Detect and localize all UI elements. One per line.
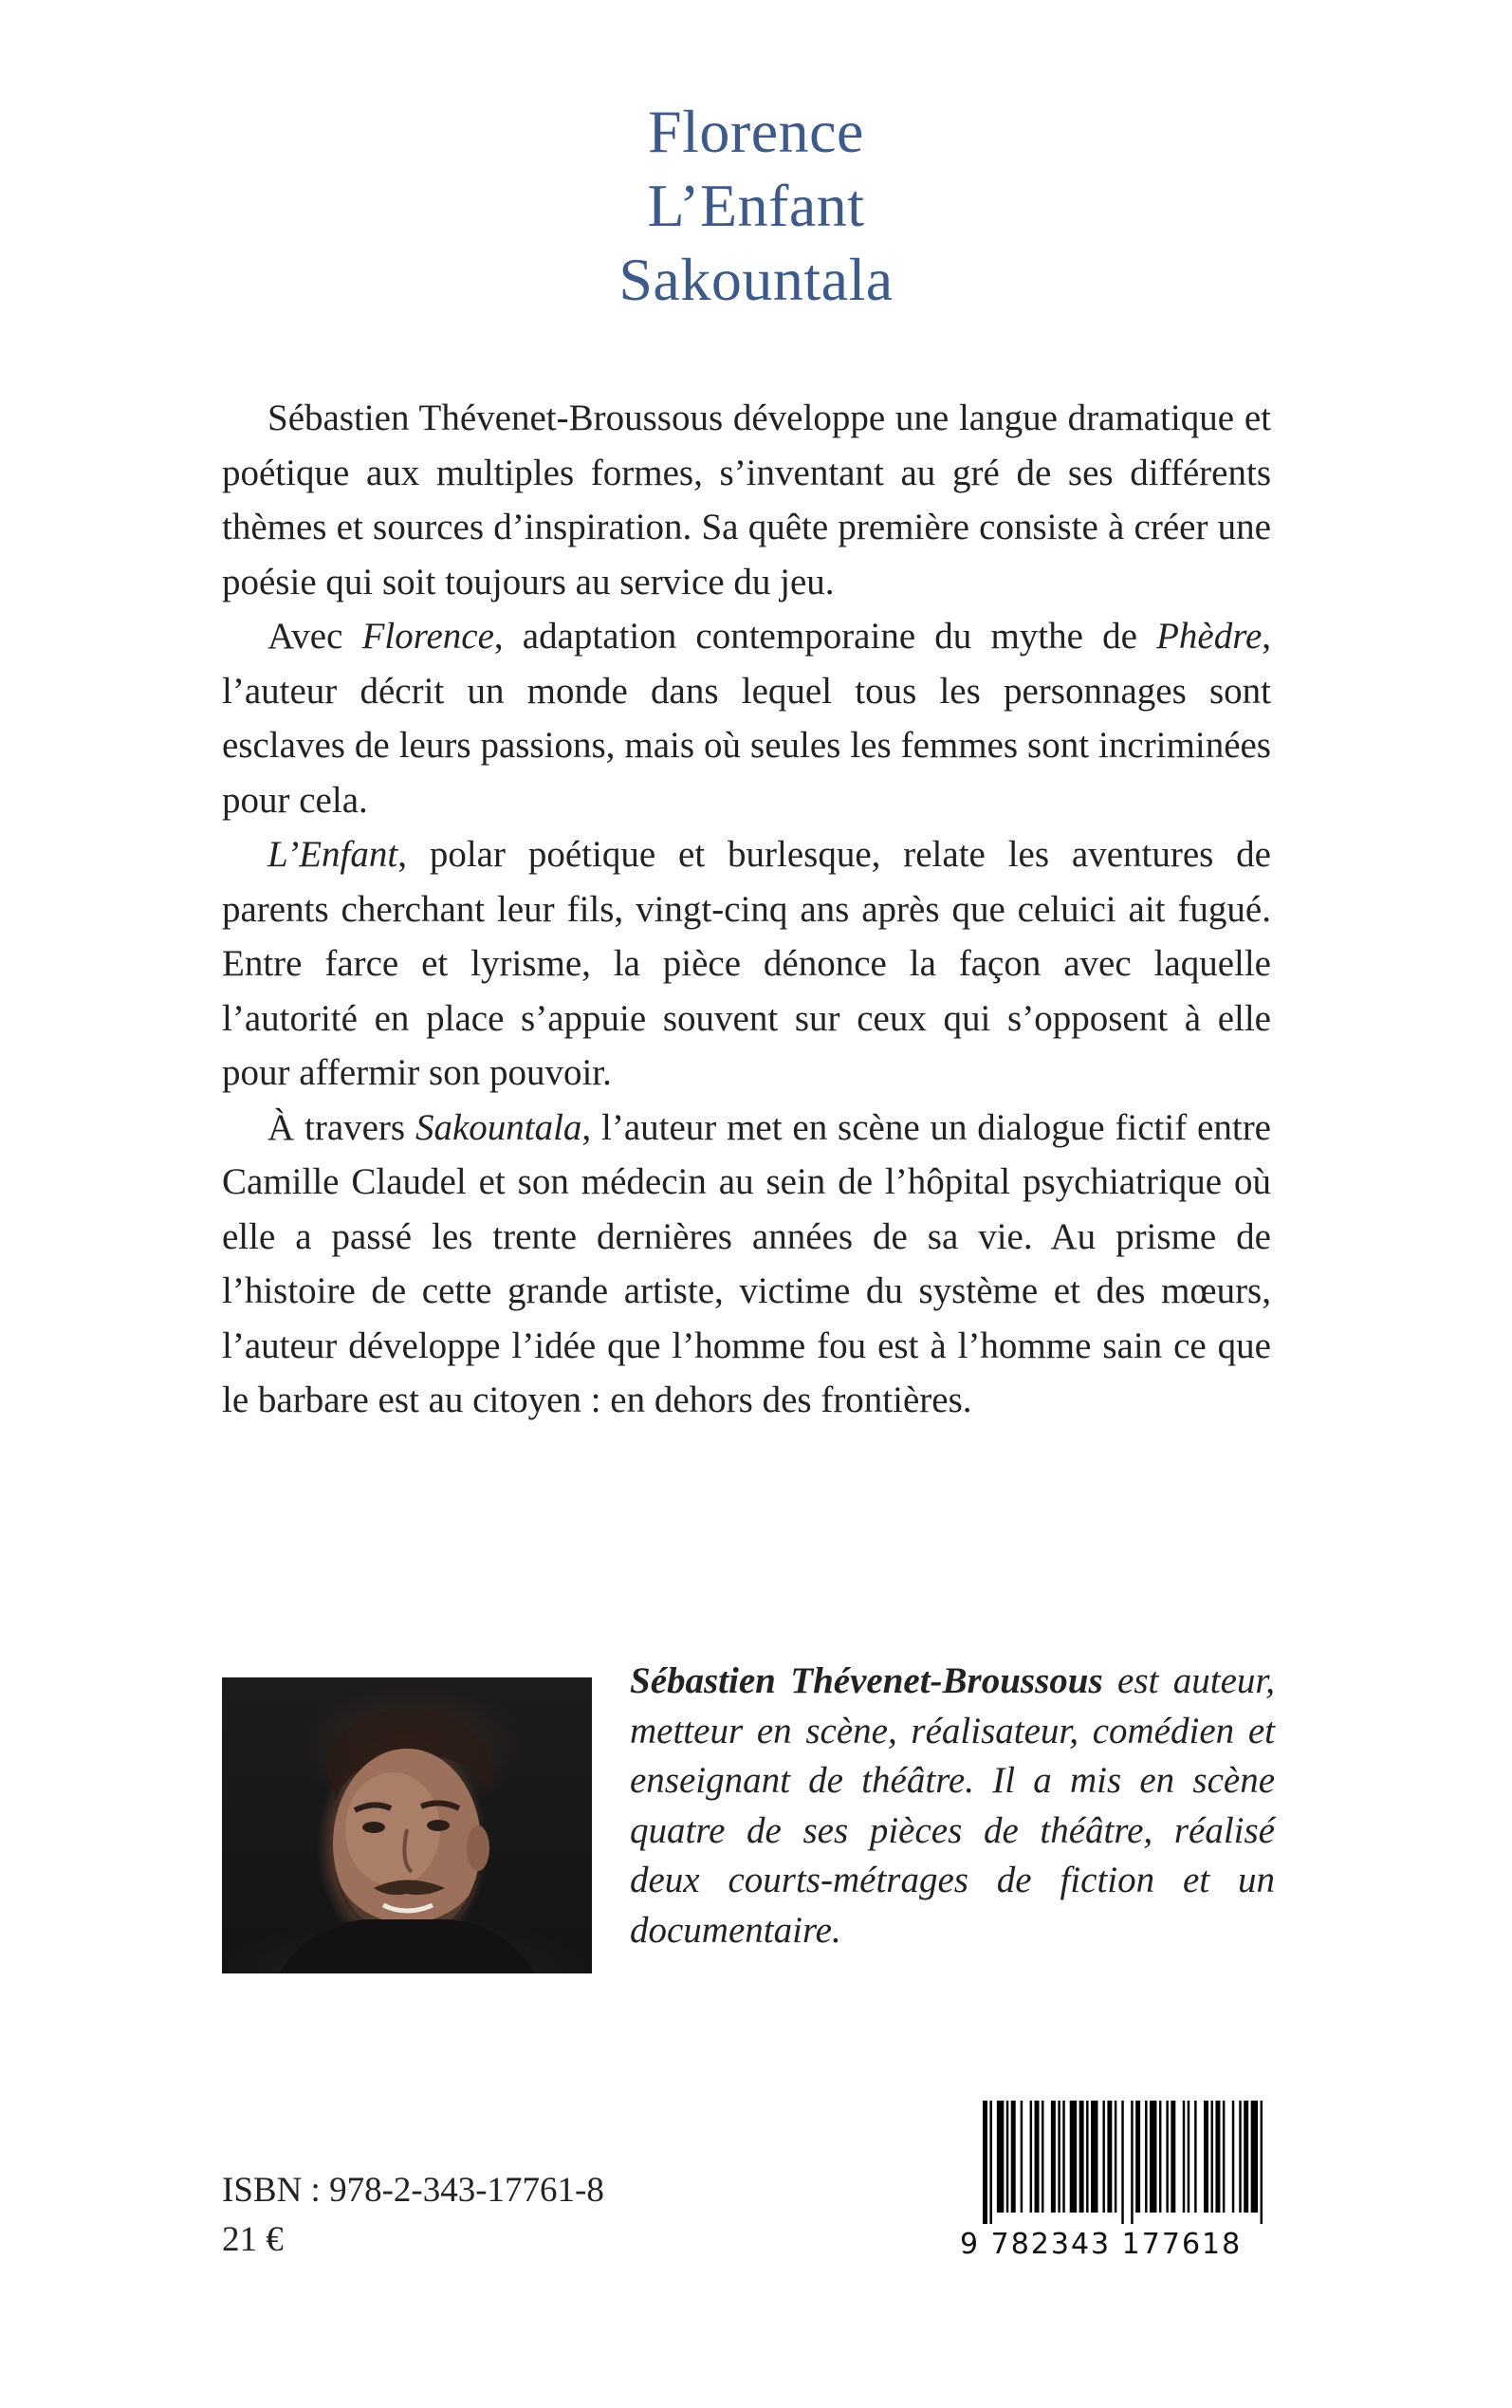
barcode-bar xyxy=(1091,2101,1097,2213)
barcode-bar xyxy=(1232,2101,1234,2213)
isbn-label: ISBN : 978-2-343-17761-8 xyxy=(222,2171,604,2210)
barcode-bar xyxy=(1145,2101,1147,2213)
barcode-bar xyxy=(1166,2101,1168,2213)
barcode-bar xyxy=(1042,2101,1043,2213)
barcode-bar xyxy=(1244,2101,1248,2213)
barcode-bar xyxy=(1086,2101,1088,2213)
work-title-lenfant: L’Enfant xyxy=(267,834,398,875)
barcode-bar xyxy=(1204,2101,1208,2213)
barcode-bar xyxy=(1239,2101,1241,2213)
work-title-sakountala: Sakountala xyxy=(415,1106,582,1148)
barcode-bar xyxy=(1223,2101,1225,2213)
work-title-florence: Florence xyxy=(361,616,494,657)
barcode-bar xyxy=(1051,2101,1056,2213)
barcode-bar xyxy=(1211,2101,1213,2213)
barcode-bar xyxy=(1021,2101,1023,2213)
blurb-paragraph-2: Avec Florence, adaptation contemporaine du mythe de Phèdre, l’auteur décrit un monde dans lequel tous les personnages sont esclaves de leurs passions, mais où seules les femmes sont incriminées pour cela. xyxy=(222,616,1272,821)
barcode-bar xyxy=(989,2101,991,2224)
barcode-bars xyxy=(983,2101,1267,2224)
barcode-bar xyxy=(997,2101,1004,2213)
author-bio-text: est auteur, metteur en scène, réalisateur, comédien et enseignant de théâtre. Il a mis en scène quatre de ses pièces de théâtre, réalisé deux courts-métrages de fiction et un documentaire. xyxy=(630,1660,1275,1951)
barcode-bar xyxy=(1261,2101,1263,2224)
barcode-bar xyxy=(1030,2101,1032,2213)
barcode-bar xyxy=(1135,2101,1140,2213)
author-portrait-illustration xyxy=(222,1677,592,1973)
barcode-bar xyxy=(1183,2101,1185,2213)
barcode-bar xyxy=(1011,2101,1016,2213)
title-sakountala: Sakountala xyxy=(618,246,894,313)
title-florence: Florence xyxy=(648,98,864,165)
barcode-bar xyxy=(1115,2101,1116,2213)
barcode-bar xyxy=(1188,2101,1189,2213)
barcode-bar xyxy=(1251,2101,1258,2213)
barcode-bar xyxy=(1035,2101,1040,2213)
barcode-digits: 9 782343 177618 xyxy=(960,2228,1243,2261)
barcode-bar xyxy=(1215,2101,1220,2213)
price-label: 21 € xyxy=(222,2220,284,2259)
barcode-bar xyxy=(1006,2101,1008,2213)
barcode-bar xyxy=(1102,2101,1104,2213)
barcode-bar xyxy=(1194,2101,1196,2213)
blurb-paragraph-1: Sébastien Thévenet-Broussous développe une langue dramatique et poétique aux multiples formes, s’inventant au gré de ses différents thèmes et sources d’inspiration. Sa quête première consiste à créer une poésie qui soit toujours au service du jeu. xyxy=(222,398,1271,602)
barcode-bar xyxy=(1121,2101,1123,2224)
author-photo xyxy=(222,1677,592,1973)
author-bio xyxy=(630,1657,1275,1955)
book-titles xyxy=(0,95,1512,317)
barcode-bar xyxy=(1107,2101,1112,2213)
work-title-phedre: Phèdre xyxy=(1156,616,1263,657)
barcode-bar xyxy=(1058,2101,1060,2213)
barcode-bar xyxy=(1070,2101,1077,2213)
back-cover-blurb xyxy=(222,391,1271,1428)
blurb-paragraph-3: L’Enfant, polar poétique et burlesque, relate les aventures de parents cherchant leur fils, vingt-cinq ans après que celuici ait fugué. Entre farce et lyrisme, la pièce dénonce la façon avec laquelle l’autorité en place s’appuie souvent sur ceux qui s’opposent à elle pour affermir son pouvoir. xyxy=(222,834,1271,1093)
author-name: Sébastien Thévenet-Broussous xyxy=(630,1660,1103,1701)
barcode-bar xyxy=(983,2101,987,2224)
title-lenfant: L’Enfant xyxy=(647,172,865,239)
barcode-bar xyxy=(1171,2101,1175,2213)
barcode-bar xyxy=(1159,2101,1161,2213)
blurb-paragraph-4: À travers Sakountala, l’auteur met en scène un dialogue fictif entre Camille Claudel et son médecin au sein de l’hôpital psychiatrique où elle a passé les trente dernières années de sa vie. Au prisme de l’histoire de cette grande artiste, victime du système et des mœurs, l’auteur développe l’idée que l’homme fou est à l’homme sain ce que le barbare est au citoyen : en dehors des frontières. xyxy=(222,1106,1271,1420)
barcode-bar xyxy=(1131,2101,1133,2224)
barcode-bar xyxy=(1079,2101,1084,2213)
barcode-bar xyxy=(1150,2101,1156,2213)
barcode-bar xyxy=(1062,2101,1064,2213)
